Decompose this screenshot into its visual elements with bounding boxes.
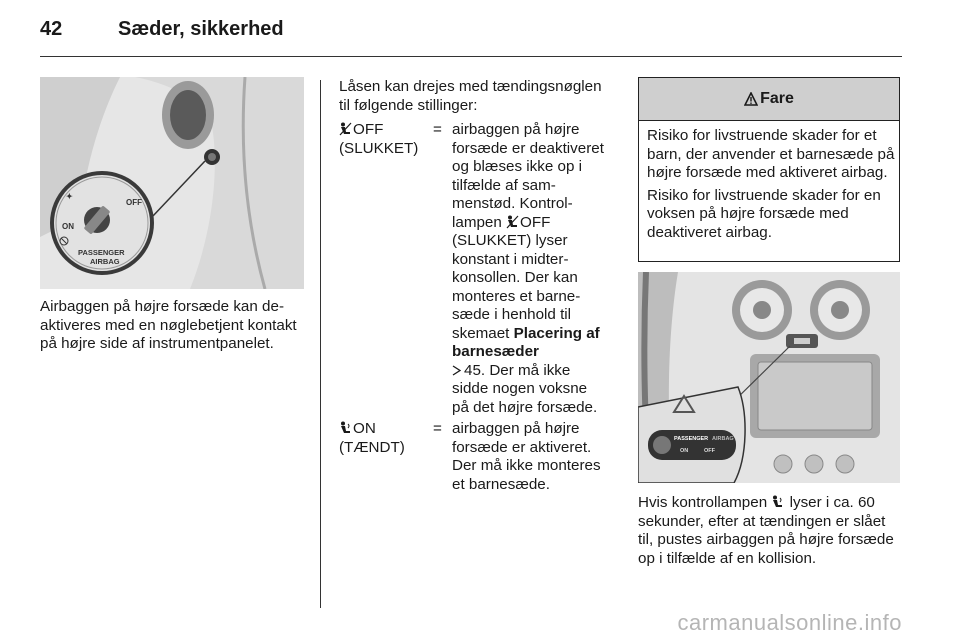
airbag-key-switch-image [40, 77, 304, 289]
image-label-off: OFF [126, 198, 142, 207]
passenger-airbag-on-icon [771, 495, 784, 509]
section-title: Sæder, sikkerhed [118, 18, 284, 40]
passenger-airbag-on-icon [339, 421, 352, 435]
right-caption-part-2: lyser i ca. 60 sekunder, efter at tændingen er slået til, pustes airbaggen på højre forsæde op i tilfælde af en kollision. [638, 494, 894, 567]
image-label-airbag: AIRBAG [90, 257, 120, 266]
left-caption: Airbaggen på højre forsæde kan deaktiveres med en nøglebetjent kontakt på højre side af instrumentpanelet. [40, 298, 297, 352]
position-off-label [339, 121, 431, 158]
off-desc-part-2: OFF (SLUKKET) lyser konstant i midterkonsollen. Der kan monteres et barnesæde i henhold til skemaet [452, 213, 581, 342]
warning-paragraph: Risiko for livstruende skader for et barn, der anvender et barnesæde på højre forsæde med aktiveret airbag. [647, 127, 895, 181]
image-label-passenger: PASSENGER [78, 248, 125, 257]
image-label-on: ON [62, 222, 74, 231]
page-number: 42 [40, 18, 63, 40]
column-divider [320, 80, 321, 608]
intro-text: Låsen kan drejes med tændingsnøglen til følgende stillinger: [339, 78, 602, 114]
right-caption [638, 494, 902, 568]
image-label-on: ON [680, 448, 689, 454]
image-label-off: OFF [704, 448, 715, 454]
position-off-text: OFF (SLUKKET) [339, 121, 419, 157]
warning-body [639, 121, 899, 242]
position-off-description [452, 121, 606, 417]
watermark: carmanualsonline.info [677, 610, 902, 635]
off-desc-part-1: airbaggen på højre forsæde er deaktiveret og blæses ikke op i tilfælde af sammenstød. Kontrollampen [452, 121, 604, 231]
svg-text:✦: ✦ [66, 192, 73, 201]
position-on-description: airbaggen på højre forsæde er aktiveret. Der må ikke monteres et barnesæde. [452, 420, 601, 493]
header-rule [40, 56, 902, 57]
position-on-label [339, 420, 431, 457]
position-on-equals: = [433, 420, 442, 437]
warning-header [639, 78, 899, 121]
passenger-airbag-off-icon [506, 215, 519, 229]
image-label-passenger: PASSENGER [674, 436, 709, 442]
danger-warning-box [638, 77, 900, 262]
passenger-airbag-off-icon [339, 122, 352, 136]
warning-paragraph: Risiko for livstruende skader for en voksen på højre forsæde med deaktiveret airbag. [647, 186, 881, 241]
dashboard-indicator-image [638, 272, 900, 483]
warning-title: Fare [760, 90, 794, 107]
page-reference-arrow-icon [452, 365, 461, 376]
child-seat-placement-reference: Placering af barnesæder [452, 324, 600, 360]
position-off-equals: = [433, 121, 442, 138]
position-on-text: ON (TÆNDT) [339, 420, 405, 456]
image-label-airbag: AIRBAG [712, 436, 734, 442]
warning-triangle-icon [744, 92, 758, 106]
right-caption-part-1: Hvis kontrollampen [638, 494, 772, 511]
off-desc-part-3: 45. Der må ikke sidde nogen voksne på det højre forsæde. [452, 361, 598, 416]
